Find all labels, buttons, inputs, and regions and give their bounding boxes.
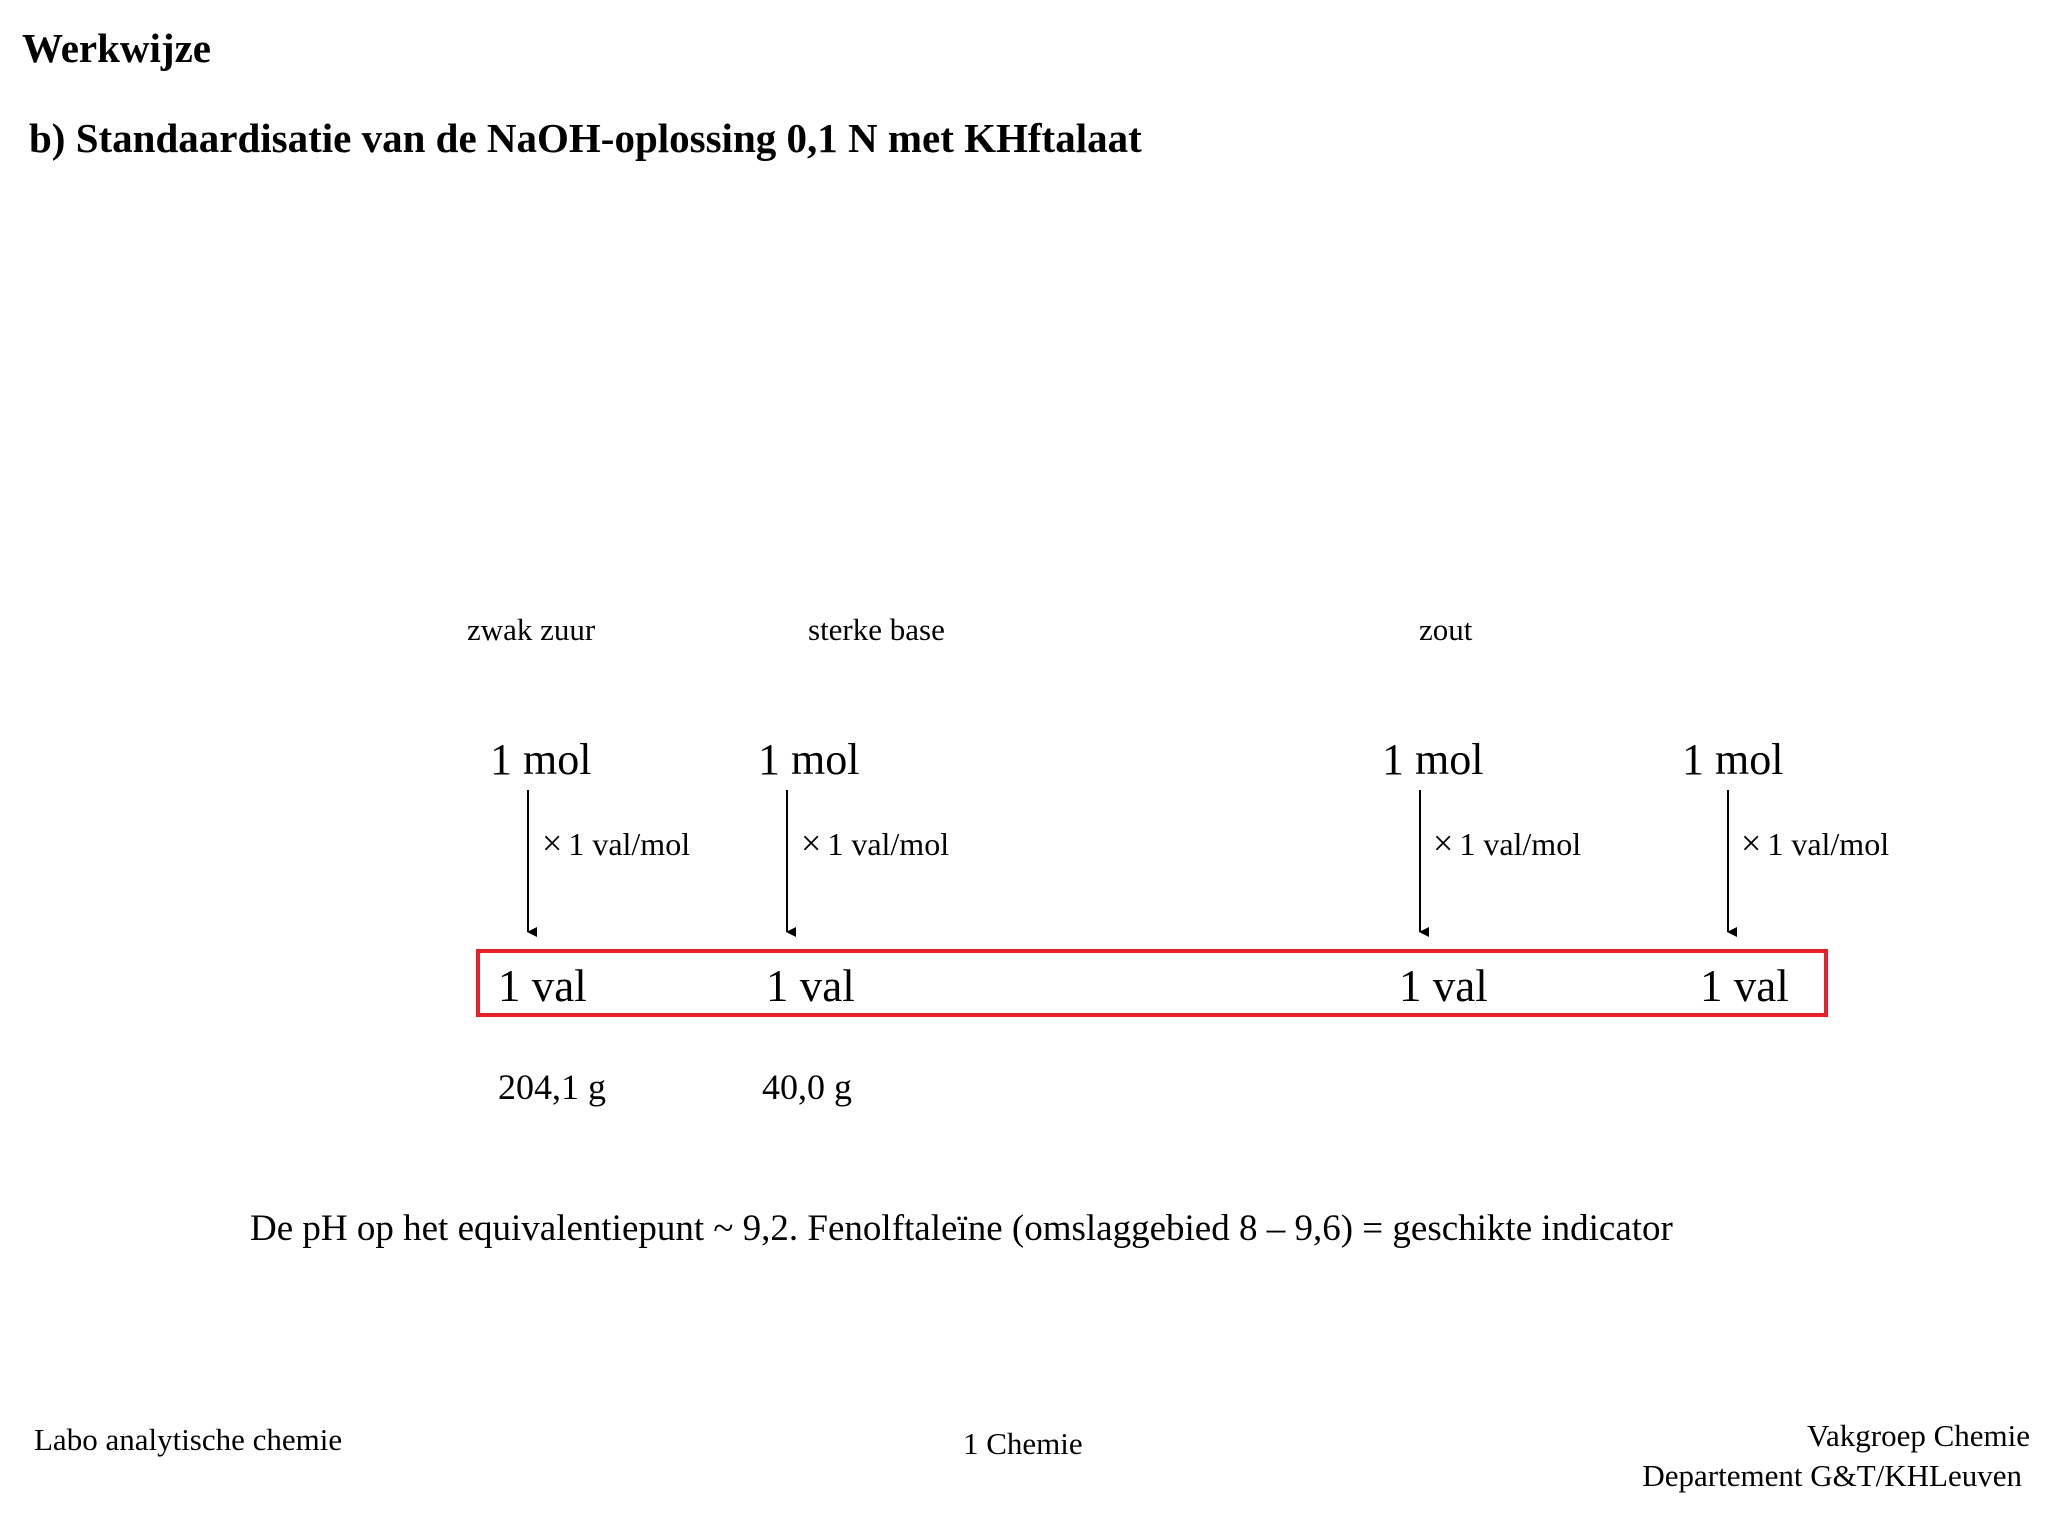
mol-label-4: 1 mol — [1682, 735, 1784, 784]
multiply-icon: × — [1741, 823, 1762, 863]
val-label-3: 1 val — [1399, 961, 1488, 1011]
multiply-icon: × — [1433, 823, 1454, 863]
multiply-icon: × — [801, 823, 822, 863]
val-label-2: 1 val — [766, 961, 855, 1011]
mol-label-3: 1 mol — [1382, 735, 1484, 784]
molar-mass-2: 40,0 g — [762, 1067, 852, 1107]
category-strong-base: sterke base — [808, 612, 945, 647]
footer-left: Labo analytische chemie — [34, 1422, 343, 1457]
mol-label-2: 1 mol — [758, 735, 860, 784]
mol-label-1: 1 mol — [490, 735, 592, 784]
conversion-factor-4: × 1 val/mol — [1741, 823, 1890, 863]
multiply-icon: × — [542, 823, 563, 863]
conversion-factor-2: × 1 val/mol — [801, 823, 950, 863]
footer-right-line2: Departement G&T/KHLeuven — [1642, 1458, 2022, 1493]
val-label-1: 1 val — [498, 961, 587, 1011]
equivalence-note: De pH op het equivalentiepunt ~ 9,2. Fenolftaleïne (omslaggebied 8 – 9,6) = geschikte indicator — [250, 1208, 1673, 1249]
category-salt: zout — [1419, 612, 1473, 647]
page-subtitle: b) Standaardisatie van de NaOH-oplossing 0,1 N met KHftalaat — [29, 115, 1142, 161]
category-weak-acid: zwak zuur — [467, 612, 596, 647]
val-label-4: 1 val — [1700, 961, 1789, 1011]
footer-center: 1 Chemie — [963, 1426, 1083, 1461]
page-title: Werkwijze — [22, 25, 211, 71]
val-highlight-box — [478, 951, 1826, 1015]
molar-mass-1: 204,1 g — [498, 1067, 606, 1107]
conversion-factor-1: × 1 val/mol — [542, 823, 691, 863]
conversion-factor-3: × 1 val/mol — [1433, 823, 1582, 863]
footer-right-line1: Vakgroep Chemie — [1807, 1418, 2030, 1453]
